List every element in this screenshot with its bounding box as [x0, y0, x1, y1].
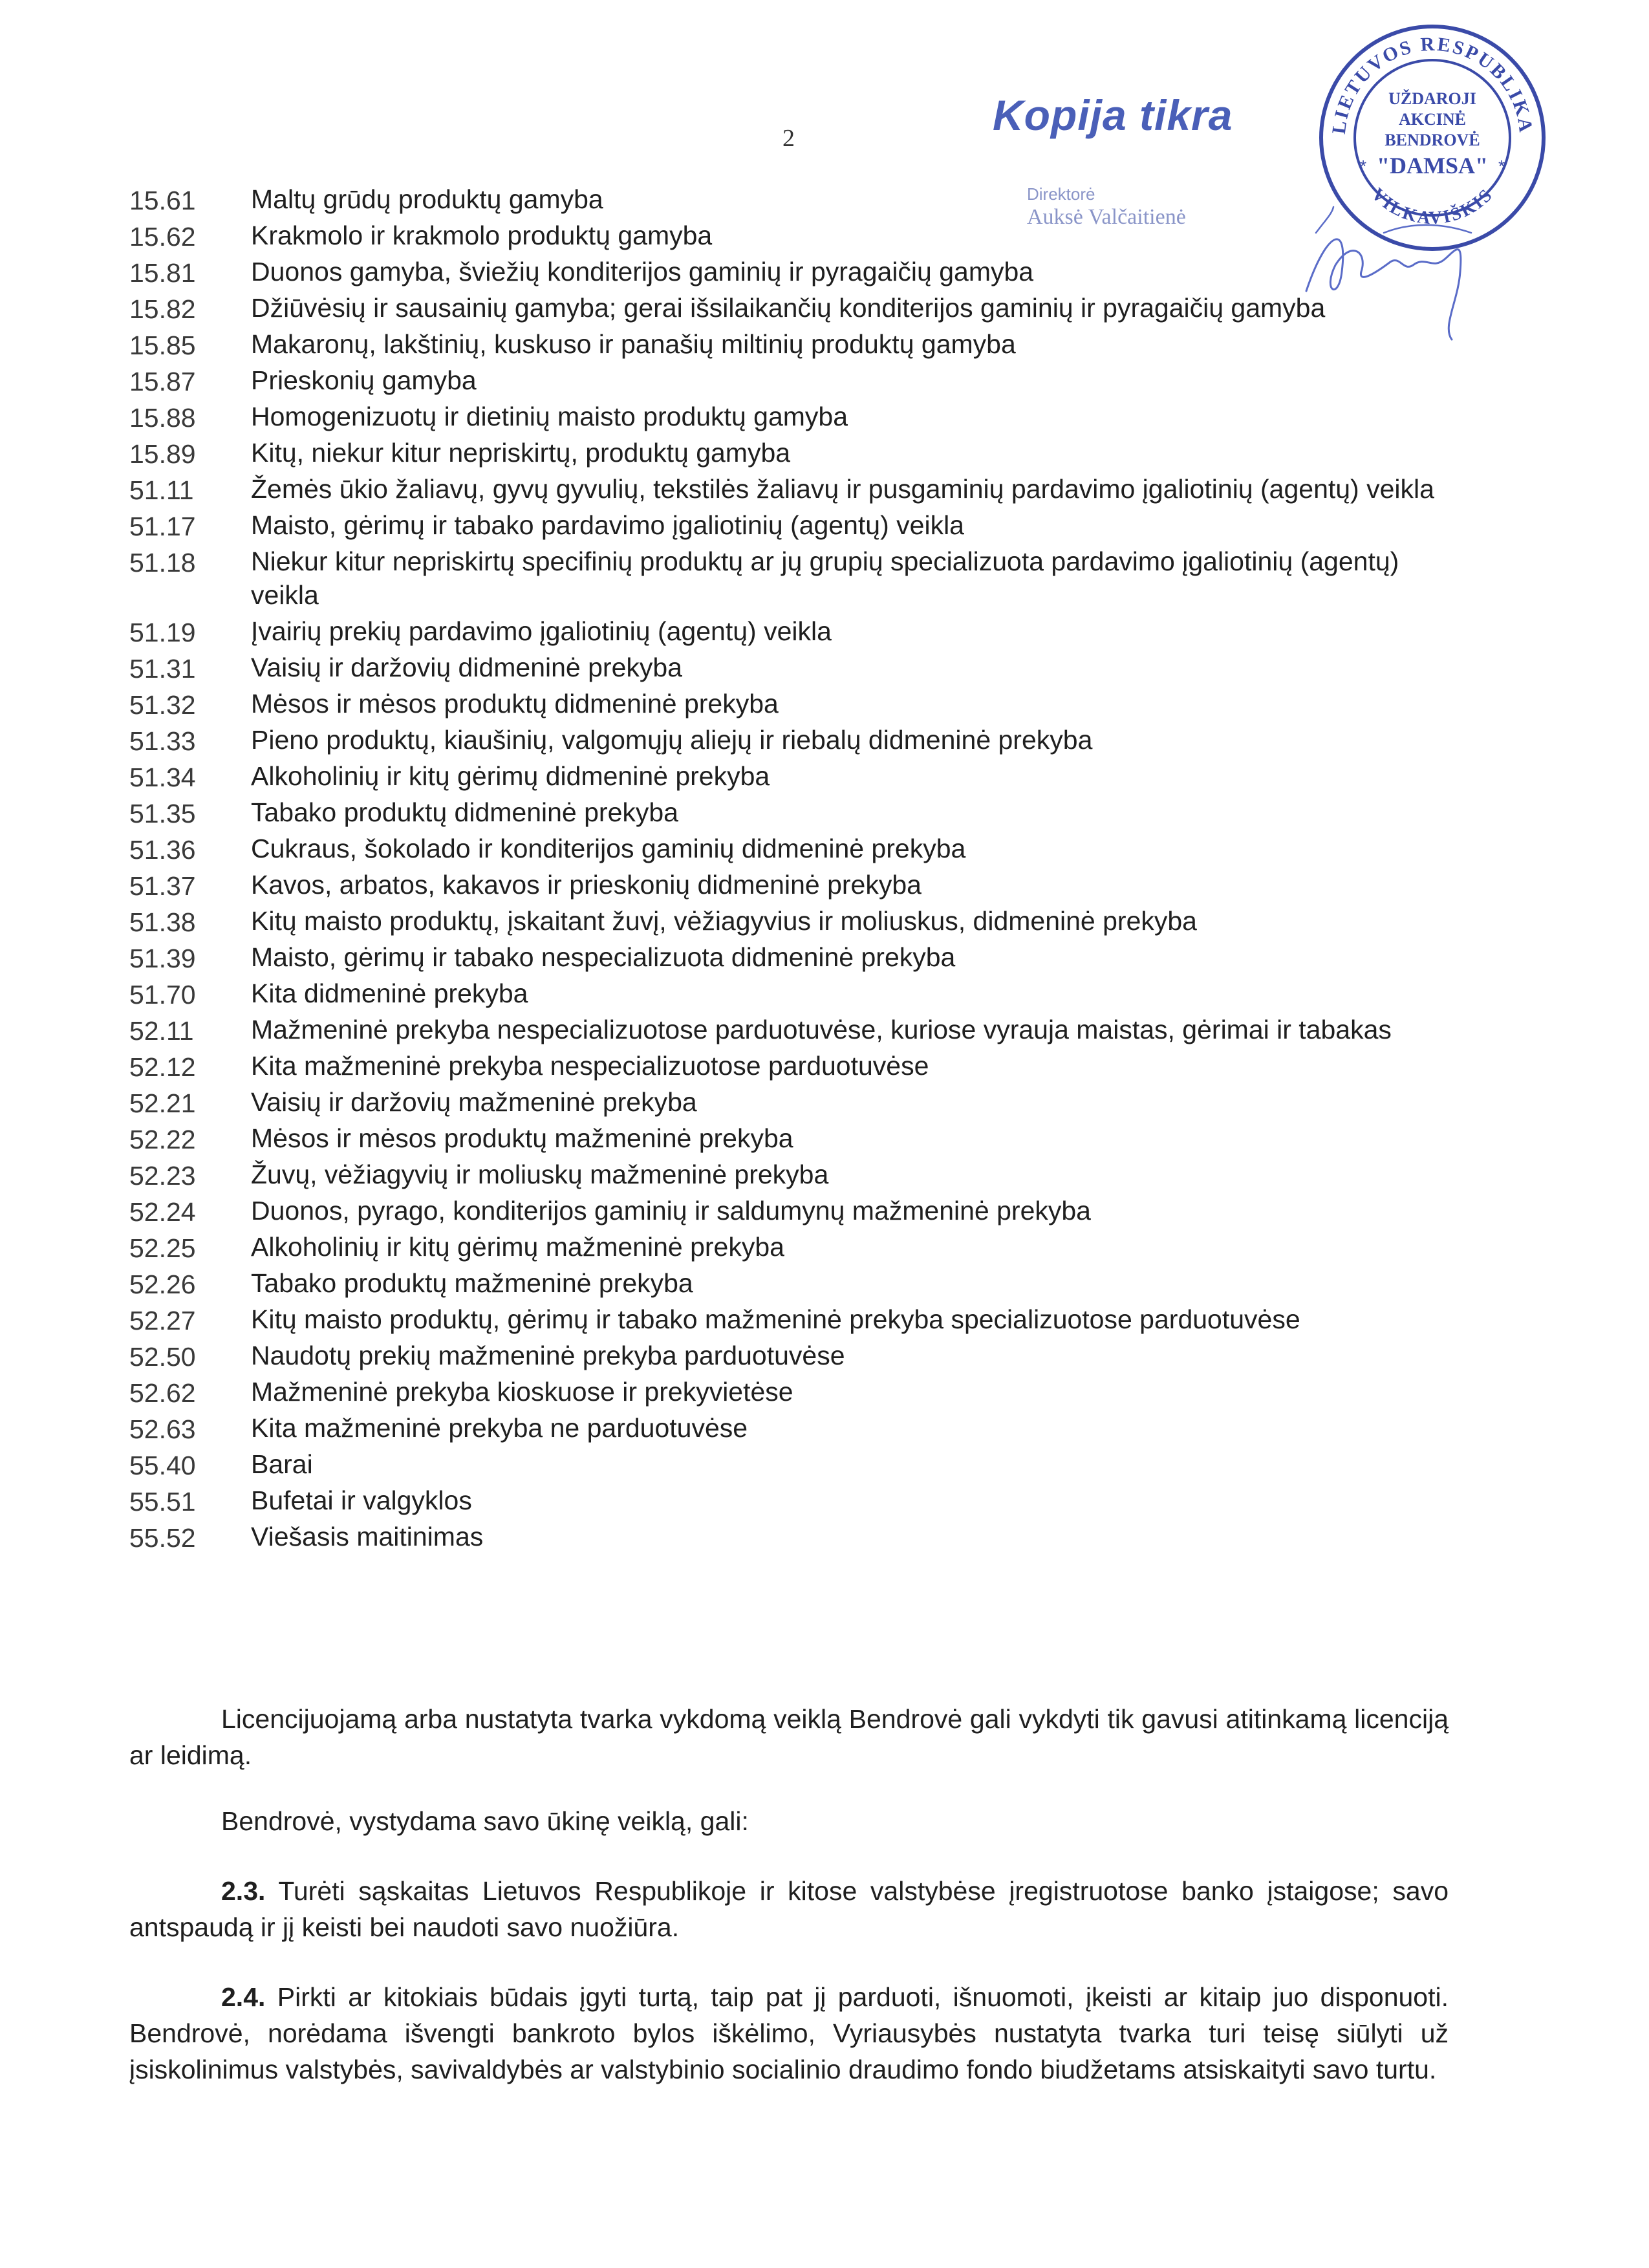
activity-row — [129, 1411, 1455, 1447]
activity-row — [129, 219, 1455, 255]
activity-code-list — [129, 182, 1455, 1556]
activity-row — [129, 832, 1455, 868]
paragraph-2-4-number: 2.4. — [221, 1982, 266, 2012]
activity-row — [129, 1230, 1455, 1266]
director-title: Direktorė — [1027, 184, 1095, 204]
activity-description: Maisto, gėrimų ir tabako nespecializuota didmeninė prekyba — [251, 942, 956, 972]
activity-code: 51.11 — [129, 475, 194, 505]
activity-code: 55.40 — [129, 1451, 196, 1480]
paragraph-2-4-text: Pirkti ar kitokiais būdais įgyti turtą, taip pat jį parduoti, išnuomoti, įkeisti ar kitaip juo disponuoti. Bendrovė, norėdama išvengti bankroto bylos iškėlimo, Vyriausybės nustatyta tvarka turi teisę siūlyti už įsiskolinimus valstybės, savivaldybės ar valstybinio socialinio draudimo fondo biudžetams atsiskaityti savo turtu. — [129, 1982, 1449, 2084]
activity-description: Kita didmeninė prekyba — [251, 978, 528, 1008]
activity-row — [129, 1375, 1455, 1411]
director-name: Auksė Valčaitienė — [1027, 205, 1186, 229]
activity-row — [129, 614, 1455, 651]
activity-code: 15.87 — [129, 367, 196, 396]
activity-row — [129, 545, 1455, 614]
activity-description: Cukraus, šokolado ir konditerijos gaminių didmeninė prekyba — [251, 834, 966, 863]
activity-code: 52.50 — [129, 1342, 196, 1372]
paragraph-2-3 — [129, 1873, 1449, 1945]
activity-description: Maisto, gėrimų ir tabako pardavimo įgaliotinių (agentų) veikla — [251, 510, 964, 540]
activity-row — [129, 363, 1455, 400]
activity-description: Tabako produktų mažmeninė prekyba — [251, 1268, 693, 1298]
activity-code: 51.37 — [129, 871, 196, 901]
license-note: Licencijuojamą arba nustatyta tvarka vykdomą veiklą Bendrovė gali vykdyti tik gavusi atitinkamą licenciją ar leidimą. — [129, 1704, 1449, 1770]
activity-description: Kitų, niekur kitur nepriskirtų, produktų gamyba — [251, 438, 791, 468]
activity-code: 15.61 — [129, 186, 196, 215]
seal-company-name: "DAMSA" — [1377, 153, 1488, 178]
activity-description: Prieskonių gamyba — [251, 365, 477, 395]
activity-row — [129, 182, 1455, 219]
activity-code: 15.81 — [129, 258, 196, 288]
seal-city-text: VILKAVIŠKIS — [1367, 184, 1498, 229]
activity-row — [129, 977, 1455, 1013]
activity-description: Mėsos ir mėsos produktų mažmeninė prekyba — [251, 1123, 793, 1153]
activity-code: 51.19 — [129, 618, 196, 647]
seal-line-1: UŽDAROJI — [1388, 89, 1476, 108]
activity-row — [129, 1013, 1455, 1049]
activity-code: 15.85 — [129, 330, 196, 360]
activity-description: Alkoholinių ir kitų gėrimų mažmeninė prekyba — [251, 1232, 784, 1262]
seal-line-3: BENDROVĖ — [1385, 131, 1480, 149]
activity-code: 52.25 — [129, 1233, 196, 1263]
activity-row — [129, 291, 1455, 327]
activity-code: 51.31 — [129, 654, 196, 684]
activity-description: Alkoholinių ir kitų gėrimų didmeninė prekyba — [251, 761, 770, 791]
activity-code: 51.33 — [129, 726, 196, 756]
activity-description: Įvairių prekių pardavimo įgaliotinių (agentų) veikla — [251, 616, 832, 646]
activity-code: 15.62 — [129, 222, 196, 252]
activity-row — [129, 436, 1455, 472]
activity-row — [129, 508, 1455, 545]
activity-code: 51.39 — [129, 944, 196, 973]
activity-description: Maltų grūdų produktų gamyba — [251, 184, 603, 214]
activity-code: 51.34 — [129, 762, 196, 792]
activity-code: 52.21 — [129, 1088, 196, 1118]
activity-description: Mėsos ir mėsos produktų didmeninė prekyba — [251, 689, 779, 718]
activity-row — [129, 1484, 1455, 1520]
activity-description: Viešasis maitinimas — [251, 1522, 484, 1551]
activity-description: Vaisių ir daržovių mažmeninė prekyba — [251, 1087, 697, 1117]
activity-row — [129, 1121, 1455, 1158]
activity-code: 55.52 — [129, 1523, 196, 1553]
activity-description: Kita mažmeninė prekyba ne parduotuvėse — [251, 1413, 748, 1443]
activity-row — [129, 723, 1455, 759]
activity-description: Duonos gamyba, šviežių konditerijos gaminių ir pyragaičių gamyba — [251, 257, 1034, 286]
activity-description: Makaronų, lakštinių, kuskuso ir panašių miltinių produktų gamyba — [251, 329, 1016, 359]
activity-code: 51.38 — [129, 907, 196, 937]
activity-row — [129, 1158, 1455, 1194]
activity-row — [129, 472, 1455, 508]
activity-row — [129, 327, 1455, 363]
activity-description: Pieno produktų, kiaušinių, valgomųjų aliejų ir riebalų didmeninė prekyba — [251, 725, 1093, 755]
activity-code: 52.26 — [129, 1269, 196, 1299]
activity-code: 51.70 — [129, 980, 196, 1010]
activity-row — [129, 1447, 1455, 1484]
activity-row — [129, 795, 1455, 832]
paragraph-2-3-number: 2.3. — [221, 1876, 266, 1906]
body-paragraphs — [129, 1701, 1449, 2088]
activity-description: Kita mažmeninė prekyba nespecializuotose parduotuvėse — [251, 1051, 929, 1081]
activity-code: 51.17 — [129, 512, 196, 541]
activity-row — [129, 1266, 1455, 1302]
activity-description: Homogenizuotų ir dietinių maisto produktų gamyba — [251, 402, 848, 431]
activity-row — [129, 904, 1455, 940]
activity-code: 52.23 — [129, 1161, 196, 1191]
paragraph-2-4 — [129, 1979, 1449, 2088]
activity-description: Žuvų, vėžiagyvių ir moliuskų mažmeninė prekyba — [251, 1160, 829, 1189]
activity-description: Kitų maisto produktų, gėrimų ir tabako mažmeninė prekyba specializuotose parduotuvėse — [251, 1304, 1300, 1334]
paragraph-2-3-text: Turėti sąskaitas Lietuvos Respublikoje ir kitose valstybėse įregistruotose banko įstaigose; savo antspaudą ir jį keisti bei naudoti savo nuožiūra. — [129, 1876, 1449, 1942]
activity-description: Mažmeninė prekyba kioskuose ir prekyvietėse — [251, 1377, 793, 1407]
activity-description: Kavos, arbatos, kakavos ir prieskonių didmeninė prekyba — [251, 870, 921, 900]
activity-code: 52.62 — [129, 1378, 196, 1408]
activity-code: 52.27 — [129, 1306, 196, 1335]
activity-row — [129, 400, 1455, 436]
activity-row — [129, 1339, 1455, 1375]
activity-row — [129, 868, 1455, 904]
activity-description: Vaisių ir daržovių didmeninė prekyba — [251, 653, 682, 682]
activity-code: 52.11 — [129, 1016, 194, 1046]
activity-description: Niekur kitur nepriskirtų specifinių produktų ar jų grupių specializuota pardavimo įgaliotinių (agentų) veikla — [251, 546, 1399, 610]
activity-description: Tabako produktų didmeninė prekyba — [251, 797, 678, 827]
seal-star-right-icon: * — [1498, 157, 1505, 176]
activity-code: 15.88 — [129, 403, 196, 433]
activity-description: Bufetai ir valgyklos — [251, 1485, 472, 1515]
activity-row — [129, 1302, 1455, 1339]
activity-code: 52.12 — [129, 1052, 196, 1082]
activity-code: 52.24 — [129, 1197, 196, 1227]
activity-code: 51.35 — [129, 799, 196, 828]
activity-row — [129, 687, 1455, 723]
page-number: 2 — [782, 125, 795, 152]
seal-star-left-icon: * — [1359, 157, 1367, 176]
activity-code: 51.36 — [129, 835, 196, 865]
activity-description: Barai — [251, 1449, 313, 1479]
activity-code: 52.63 — [129, 1414, 196, 1444]
activity-code: 51.18 — [129, 548, 196, 578]
activity-row — [129, 1085, 1455, 1121]
activity-description: Naudotų prekių mažmeninė prekyba parduotuvėse — [251, 1341, 845, 1370]
seal-line-2: AKCINĖ — [1398, 110, 1467, 129]
activity-row — [129, 1520, 1455, 1556]
activity-description: Džiūvėsių ir sausainių gamyba; gerai išsilaikančių konditerijos gaminių ir pyragaičių gamyba — [251, 293, 1326, 323]
activity-description: Krakmolo ir krakmolo produktų gamyba — [251, 221, 713, 250]
intro-paragraph: Bendrovė, vystydama savo ūkinę veiklą, gali: — [221, 1806, 749, 1836]
seal-country-text: LIETUVOS RESPUBLIKA — [1328, 33, 1537, 135]
activity-row — [129, 651, 1455, 687]
activity-code: 51.32 — [129, 690, 196, 720]
activity-row — [129, 1194, 1455, 1230]
activity-code: 52.22 — [129, 1125, 196, 1154]
copy-certified-stamp: Kopija tikra — [993, 91, 1233, 139]
activity-code: 15.82 — [129, 294, 196, 324]
activity-description: Mažmeninė prekyba nespecializuotose parduotuvėse, kuriose vyrauja maistas, gėrimai ir tabakas — [251, 1015, 1392, 1044]
activity-row — [129, 255, 1455, 291]
activity-row — [129, 940, 1455, 977]
activity-description: Žemės ūkio žaliavų, gyvų gyvulių, tekstilės žaliavų ir pusgaminių pardavimo įgaliotinių (agentų) veikla — [251, 474, 1434, 504]
activity-code: 55.51 — [129, 1487, 196, 1517]
activity-code: 15.89 — [129, 439, 196, 469]
activity-row — [129, 759, 1455, 795]
activity-description: Duonos, pyrago, konditerijos gaminių ir saldumynų mažmeninė prekyba — [251, 1196, 1091, 1226]
activity-row — [129, 1049, 1455, 1085]
activity-description: Kitų maisto produktų, įskaitant žuvį, vėžiagyvius ir moliuskus, didmeninė prekyba — [251, 906, 1197, 936]
